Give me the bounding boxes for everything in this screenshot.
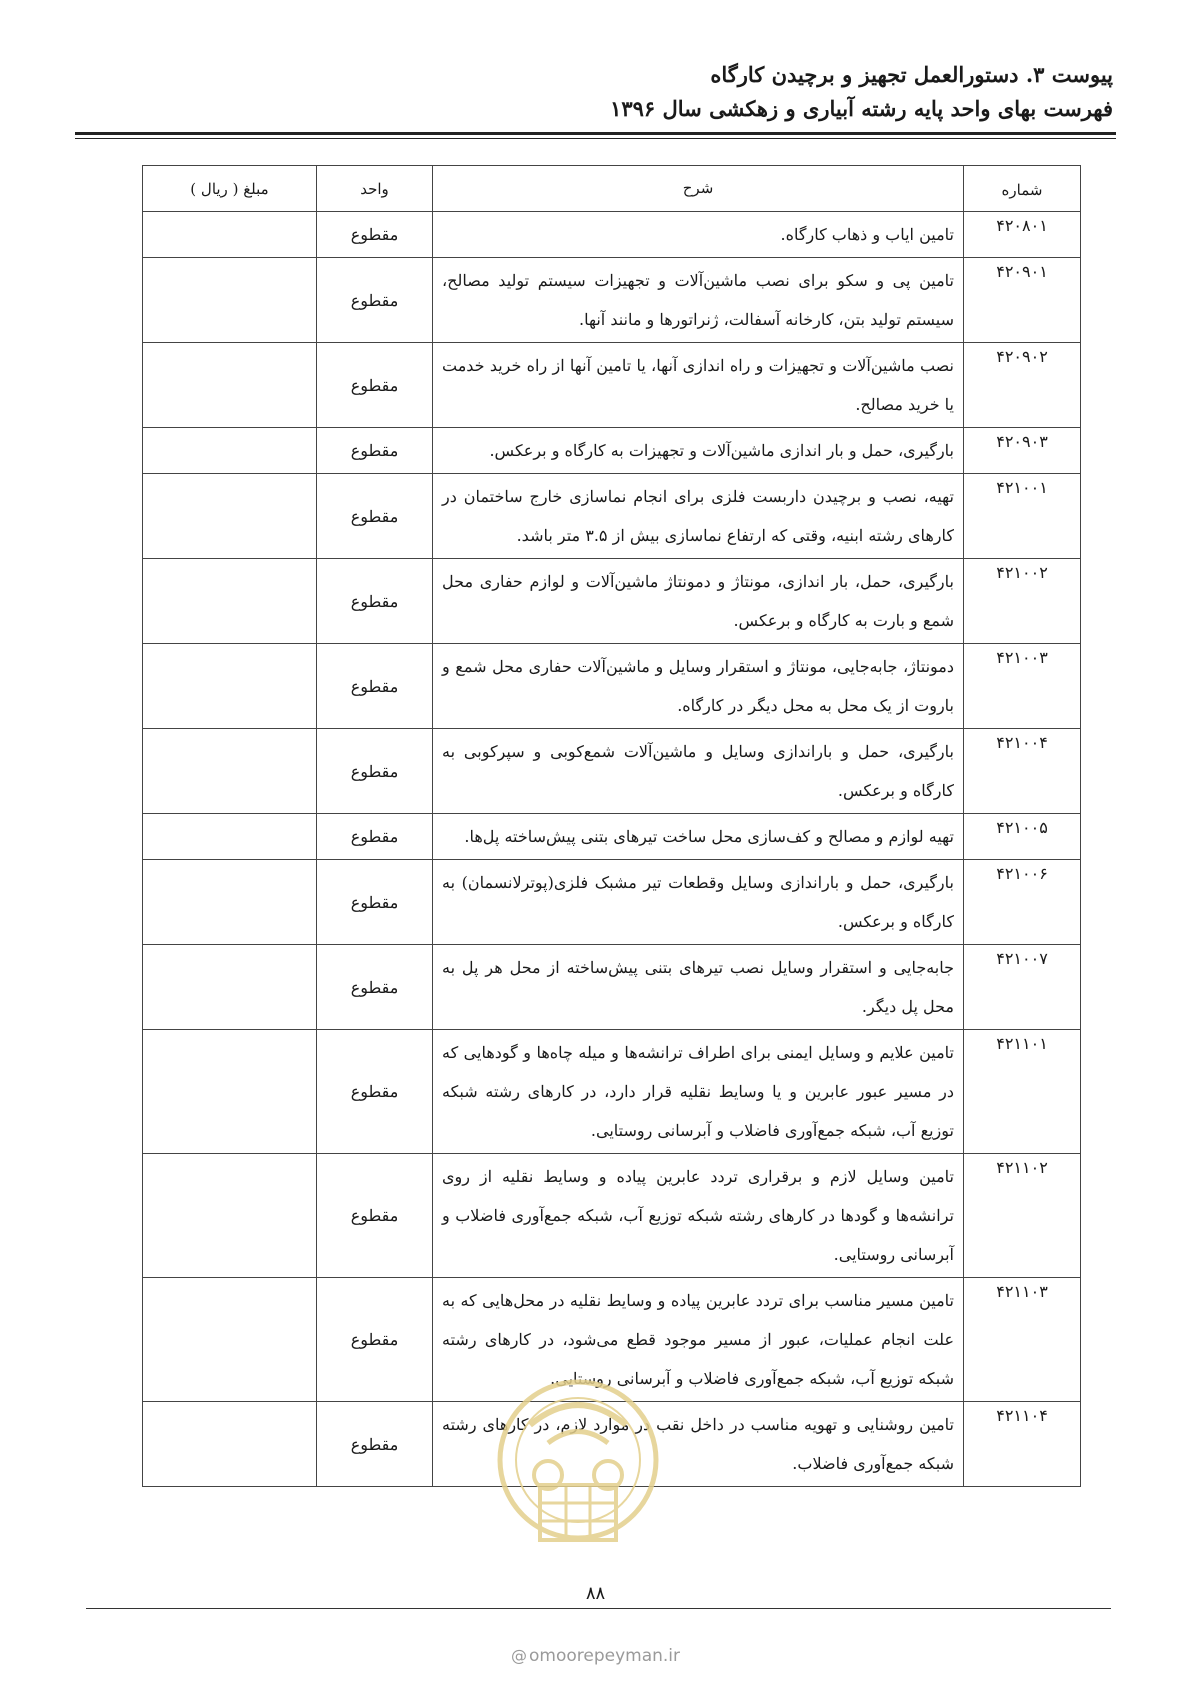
- row-description-cell: تامین مسیر مناسب برای تردد عابرین پیاده و وسایط نقلیه در محل‌هایی که به علت انجام عملیات، عبور از مسیر موجود قطع می‌شود، در کارهای رشته شبکه توزیع آب، شبکه جمع‌آوری فاضلاب و آبرسانی روستایی.: [433, 1278, 964, 1402]
- row-description-cell: تهیه لوازم و مصالح و کف‌سازی محل ساخت تیرهای بتنی پیش‌ساخته پل‌ها.: [433, 814, 964, 860]
- table-row: [143, 814, 1081, 860]
- table-row: [143, 1402, 1081, 1487]
- row-description-cell: بارگیری، حمل و باراندازی وسایل و ماشین‌آلات شمع‌کوبی و سپرکوبی به کارگاه و برعکس.: [433, 729, 964, 814]
- row-unit-cell: مقطوع: [317, 1030, 433, 1154]
- row-number-cell: ۴۲۱۰۰۵: [964, 814, 1081, 860]
- row-amount-cell: [143, 343, 317, 428]
- row-amount-cell: [143, 1030, 317, 1154]
- row-amount-cell: [143, 814, 317, 860]
- footer-rule: [86, 1608, 1111, 1609]
- row-number-cell: ۴۲۰۹۰۱: [964, 258, 1081, 343]
- table-row: [143, 428, 1081, 474]
- footer-website-text: omoorepeyman.ir: [528, 1646, 681, 1666]
- row-number-cell: ۴۲۱۱۰۳: [964, 1278, 1081, 1402]
- row-unit-cell: مقطوع: [317, 644, 433, 729]
- column-header-description: شرح: [433, 166, 964, 212]
- row-unit-cell: مقطوع: [317, 212, 433, 258]
- column-header-unit: واحد: [317, 166, 433, 212]
- price-list-table: [142, 165, 1081, 1487]
- row-unit-cell: مقطوع: [317, 945, 433, 1030]
- table-row: [143, 1278, 1081, 1402]
- column-header-amount: مبلغ ( ریال ): [143, 166, 317, 212]
- row-amount-cell: [143, 212, 317, 258]
- row-amount-cell: [143, 559, 317, 644]
- footer-website: [0, 1646, 1191, 1666]
- table-row: [143, 212, 1081, 258]
- row-number-cell: ۴۲۱۰۰۲: [964, 559, 1081, 644]
- row-description-cell: دمونتاژ، جابه‌جایی، مونتاژ و استقرار وسایل و ماشین‌آلات حفاری محل شمع و باروت از یک محل به محل دیگر در کارگاه.: [433, 644, 964, 729]
- row-number-cell: ۴۲۰۹۰۳: [964, 428, 1081, 474]
- row-description-cell: بارگیری، حمل و بار اندازی ماشین‌آلات و تجهیزات به کارگاه و برعکس.: [433, 428, 964, 474]
- row-unit-cell: مقطوع: [317, 258, 433, 343]
- row-unit-cell: مقطوع: [317, 343, 433, 428]
- row-unit-cell: مقطوع: [317, 474, 433, 559]
- row-number-cell: ۴۲۱۱۰۲: [964, 1154, 1081, 1278]
- row-amount-cell: [143, 1402, 317, 1487]
- row-unit-cell: مقطوع: [317, 729, 433, 814]
- table-header-row: [143, 166, 1081, 212]
- row-amount-cell: [143, 474, 317, 559]
- row-number-cell: ۴۲۱۰۰۱: [964, 474, 1081, 559]
- table-row: [143, 343, 1081, 428]
- table-row: [143, 1154, 1081, 1278]
- table-row: [143, 729, 1081, 814]
- table-row: [143, 474, 1081, 559]
- row-description-cell: جابه‌جایی و استقرار وسایل نصب تیرهای بتنی پیش‌ساخته از محل هر پل به محل پل دیگر.: [433, 945, 964, 1030]
- row-number-cell: ۴۲۱۰۰۶: [964, 860, 1081, 945]
- row-number-cell: ۴۲۱۰۰۷: [964, 945, 1081, 1030]
- table-row: [143, 258, 1081, 343]
- row-amount-cell: [143, 729, 317, 814]
- row-amount-cell: [143, 428, 317, 474]
- at-icon: @: [510, 1646, 527, 1665]
- row-unit-cell: مقطوع: [317, 428, 433, 474]
- row-number-cell: ۴۲۰۸۰۱: [964, 212, 1081, 258]
- row-unit-cell: مقطوع: [317, 814, 433, 860]
- header-rule-thin: [75, 138, 1116, 139]
- row-description-cell: تهیه، نصب و برچیدن داربست فلزی برای انجام نماسازی خارج ساختمان در کارهای رشته ابنیه، وقتی که ارتفاع نماسازی بیش از ۳.۵ متر باشد.: [433, 474, 964, 559]
- row-amount-cell: [143, 860, 317, 945]
- column-header-number: شماره: [964, 166, 1081, 212]
- row-description-cell: تامین ایاب و ذهاب کارگاه.: [433, 212, 964, 258]
- row-amount-cell: [143, 945, 317, 1030]
- row-number-cell: ۴۲۰۹۰۲: [964, 343, 1081, 428]
- table-row: [143, 1030, 1081, 1154]
- row-description-cell: تامین وسایل لازم و برقراری تردد عابرین پیاده و وسایط نقلیه از روی ترانشه‌ها و گودها در کارهای رشته شبکه توزیع آب، شبکه جمع‌آوری فاضلاب و آبرسانی روستایی.: [433, 1154, 964, 1278]
- row-number-cell: ۴۲۱۱۰۴: [964, 1402, 1081, 1487]
- row-unit-cell: مقطوع: [317, 1278, 433, 1402]
- row-amount-cell: [143, 1154, 317, 1278]
- page-header: [78, 58, 1113, 126]
- table-row: [143, 945, 1081, 1030]
- row-description-cell: تامین روشنایی و تهویه مناسب در داخل نقب در موارد لازم، در کارهای رشته شبکه جمع‌آوری فاضلاب.: [433, 1402, 964, 1487]
- row-number-cell: ۴۲۱۰۰۴: [964, 729, 1081, 814]
- row-description-cell: تامین پی و سکو برای نصب ماشین‌آلات و تجهیزات سیستم تولید مصالح، سیستم تولید بتن، کارخانه آسفالت، ژنراتورها و مانند آنها.: [433, 258, 964, 343]
- header-appendix-title: پیوست ۳. دستورالعمل تجهیز و برچیدن کارگاه: [710, 62, 1113, 87]
- row-amount-cell: [143, 258, 317, 343]
- header-price-list-title: فهرست بهای واحد پایه رشته آبیاری و زهکشی سال ۱۳۹۶: [610, 96, 1113, 121]
- row-unit-cell: مقطوع: [317, 1402, 433, 1487]
- row-number-cell: ۴۲۱۰۰۳: [964, 644, 1081, 729]
- row-amount-cell: [143, 644, 317, 729]
- page-number: ۸۸: [585, 1583, 606, 1604]
- row-unit-cell: مقطوع: [317, 860, 433, 945]
- row-unit-cell: مقطوع: [317, 559, 433, 644]
- row-description-cell: بارگیری، حمل، بار اندازی، مونتاژ و دمونتاژ ماشین‌آلات و لوازم حفاری محل شمع و بارت به کارگاه و برعکس.: [433, 559, 964, 644]
- row-amount-cell: [143, 1278, 317, 1402]
- table-row: [143, 559, 1081, 644]
- row-description-cell: تامین علایم و وسایل ایمنی برای اطراف ترانشه‌ها و میله چاه‌ها و گودهایی که در مسیر عبور عابرین و یا وسایط نقلیه قرار دارد، در کارهای رشته شبکه توزیع آب، شبکه جمع‌آوری فاضلاب و آبرسانی روستایی.: [433, 1030, 964, 1154]
- header-rule-thick: [75, 132, 1116, 135]
- table-row: [143, 644, 1081, 729]
- row-description-cell: بارگیری، حمل و باراندازی وسایل وقطعات تیر مشبک فلزی(پوترلانسمان) به کارگاه و برعکس.: [433, 860, 964, 945]
- row-unit-cell: مقطوع: [317, 1154, 433, 1278]
- row-number-cell: ۴۲۱۱۰۱: [964, 1030, 1081, 1154]
- row-description-cell: نصب ماشین‌آلات و تجهیزات و راه اندازی آنها، یا تامین آنها از راه خرید خدمت یا خرید مصالح.: [433, 343, 964, 428]
- table-row: [143, 860, 1081, 945]
